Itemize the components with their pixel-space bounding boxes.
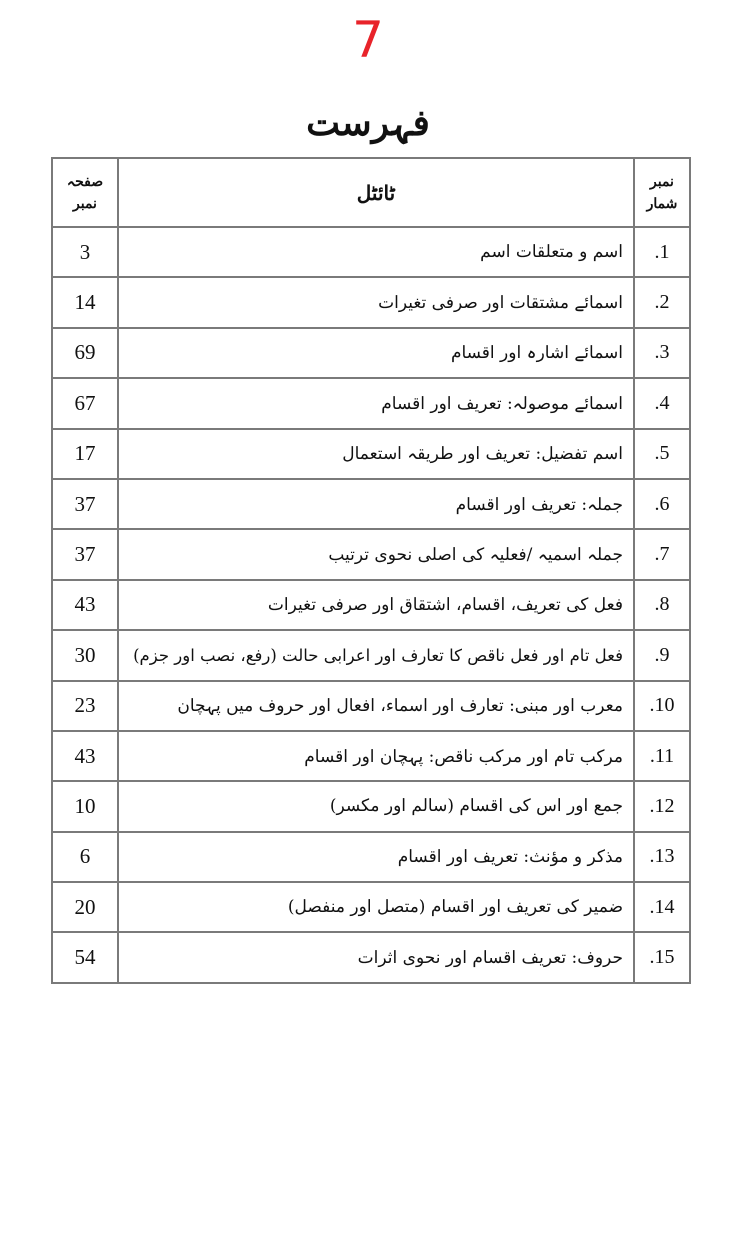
table-row [52, 479, 690, 529]
title-cell: ضمیر کی تعریف اور اقسام (متصل اور منفصل) [118, 882, 634, 932]
title-cell: اسم و متعلقات اسم [118, 227, 634, 277]
title-cell: معرب اور مبنی: تعارف اور اسماء، افعال اور حروف میں پہچان [118, 681, 634, 731]
serial-header-line-2: شمار [646, 195, 678, 212]
table-row [52, 630, 690, 680]
table-row [52, 277, 690, 327]
title-cell: جملہ اسمیہ /فعلیہ کی اصلی نحوی ترتیب [118, 529, 634, 579]
table-row [52, 882, 690, 932]
page-number-cell: 37 [52, 529, 118, 579]
title-cell: جملہ: تعریف اور اقسام [118, 479, 634, 529]
serial-number-cell: 8. [634, 580, 690, 630]
table-header-row [52, 158, 690, 227]
page-number-cell: 67 [52, 378, 118, 428]
title-cell: اسمائے اشارہ اور اقسام [118, 328, 634, 378]
serial-number-cell: 7. [634, 529, 690, 579]
serial-number-cell: 15. [634, 932, 690, 982]
page-header-line-2: نمبر [73, 195, 97, 212]
serial-number-cell: 2. [634, 277, 690, 327]
serial-number-cell: 13. [634, 832, 690, 882]
table-row [52, 932, 690, 982]
serial-number-cell: 1. [634, 227, 690, 277]
page-number-header [52, 158, 118, 227]
table-row [52, 681, 690, 731]
page-number-cell: 37 [52, 479, 118, 529]
page-number: 7 [352, 11, 384, 69]
title-cell: جمع اور اس کی اقسام (سالم اور مکسر) [118, 781, 634, 831]
page-number-cell: 23 [52, 681, 118, 731]
title-cell: مرکب تام اور مرکب ناقص: پہچان اور اقسام [118, 731, 634, 781]
table-row [52, 227, 690, 277]
serial-number-header [634, 158, 690, 227]
serial-number-cell: 9. [634, 630, 690, 680]
serial-number-cell: 6. [634, 479, 690, 529]
page-number-cell: 14 [52, 277, 118, 327]
page-number-cell: 54 [52, 932, 118, 982]
title-cell: مذکر و مؤنث: تعریف اور اقسام [118, 832, 634, 882]
serial-number-cell: 11. [634, 731, 690, 781]
table-of-contents [51, 157, 691, 984]
page-number-cell: 43 [52, 731, 118, 781]
title-cell: فعل کی تعریف، اقسام، اشتقاق اور صرفی تغیرات [118, 580, 634, 630]
table-row [52, 731, 690, 781]
title-cell: فعل تام اور فعل ناقص کا تعارف اور اعرابی حالت (رفع، نصب اور جزم) [118, 630, 634, 680]
page-header-line-1: صفحہ [66, 173, 104, 190]
table-row [52, 529, 690, 579]
title-header: ٹائٹل [118, 158, 634, 227]
page-number-cell: 3 [52, 227, 118, 277]
title-cell: اسمائے موصولہ: تعریف اور اقسام [118, 378, 634, 428]
page-number-cell: 43 [52, 580, 118, 630]
index-heading: فہرست [306, 102, 430, 144]
title-cell: اسم تفضیل: تعریف اور طریقہ استعمال [118, 429, 634, 479]
page-number-cell: 6 [52, 832, 118, 882]
serial-number-cell: 4. [634, 378, 690, 428]
serial-number-cell: 10. [634, 681, 690, 731]
serial-number-cell: 14. [634, 882, 690, 932]
table-row [52, 832, 690, 882]
table-row [52, 328, 690, 378]
serial-number-cell: 3. [634, 328, 690, 378]
page-number-cell: 10 [52, 781, 118, 831]
table-row [52, 781, 690, 831]
title-cell: حروف: تعریف اقسام اور نحوی اثرات [118, 932, 634, 982]
page-number-cell: 30 [52, 630, 118, 680]
page-number-cell: 69 [52, 328, 118, 378]
page-number-cell: 20 [52, 882, 118, 932]
serial-number-cell: 5. [634, 429, 690, 479]
page-number-cell: 17 [52, 429, 118, 479]
table-row [52, 429, 690, 479]
title-cell: اسمائے مشتقات اور صرفی تغیرات [118, 277, 634, 327]
table-row [52, 580, 690, 630]
serial-number-cell: 12. [634, 781, 690, 831]
table-row [52, 378, 690, 428]
serial-header-line-1: نمبر [650, 173, 674, 190]
